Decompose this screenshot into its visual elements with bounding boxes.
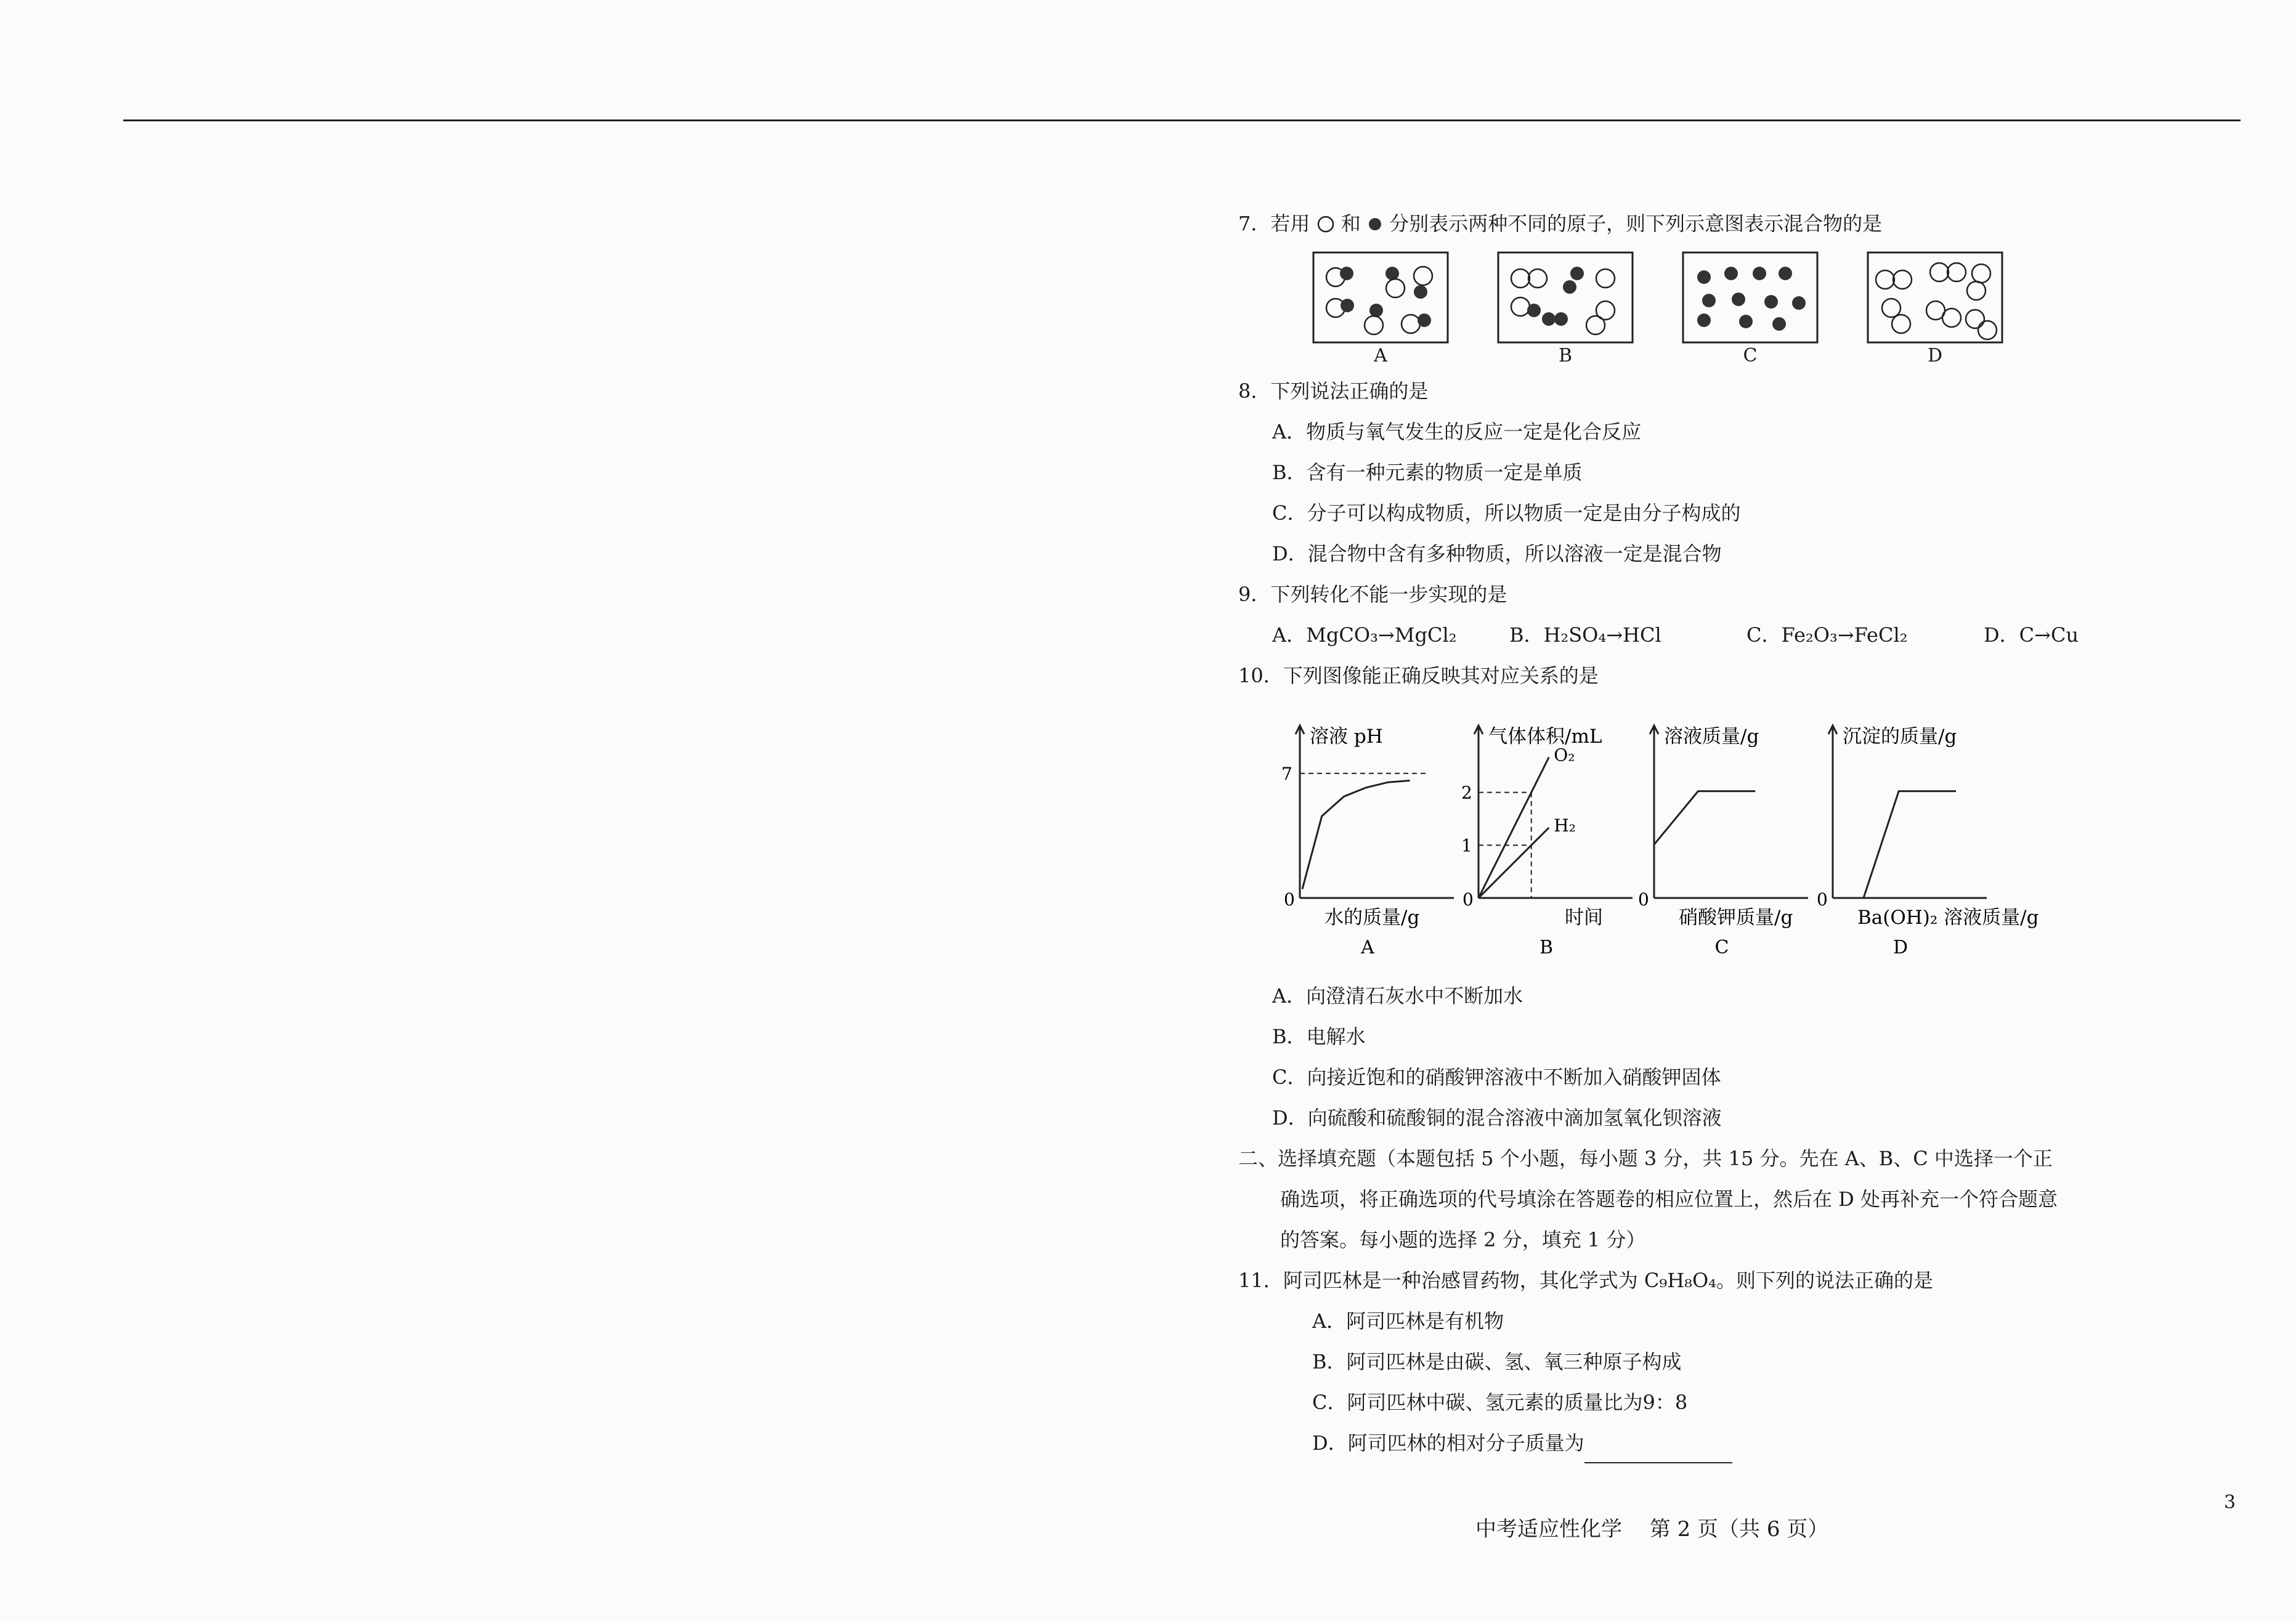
graph-d-ylabel: 沉淀的质量/g bbox=[1843, 726, 1957, 748]
q9-option-b: B．H₂SO₄→HCl bbox=[1509, 623, 1661, 647]
graph-a-curve bbox=[1302, 780, 1410, 889]
graph-d-label: D bbox=[1892, 937, 1909, 958]
q8-option-c: C．分子可以构成物质，所以物质一定是由分子构成的 bbox=[1272, 501, 1741, 525]
graph-c-line bbox=[1654, 791, 1755, 845]
graph-d-line bbox=[1833, 791, 1956, 898]
graph-c-xlabel: 硝酸钾质量/g bbox=[1679, 907, 1793, 929]
top-rule bbox=[123, 119, 2241, 121]
graph-b-origin: 0 bbox=[1462, 889, 1474, 910]
graph-a-label: A bbox=[1361, 937, 1374, 958]
graph-b-xlabel: 时间 bbox=[1565, 907, 1603, 929]
page-number: 3 bbox=[2224, 1492, 2236, 1513]
graph-c-origin: 0 bbox=[1638, 889, 1649, 910]
q10-stem: 10．下列图像能正确反映其对应关系的是 bbox=[1238, 664, 1599, 687]
q11-option-a: A．阿司匹林是有机物 bbox=[1312, 1309, 1504, 1333]
graph-b-h2-label: H₂ bbox=[1554, 815, 1576, 836]
q9-option-a: A．MgCO₃→MgCl₂ bbox=[1272, 623, 1457, 647]
q10-option-b: B．电解水 bbox=[1272, 1025, 1366, 1048]
graph-b-o2-label: O₂ bbox=[1554, 745, 1575, 766]
q8-option-d: D．混合物中含有多种物质，所以溶液一定是混合物 bbox=[1272, 542, 1722, 565]
white-atom-icon bbox=[1316, 215, 1335, 233]
graph-d-xlabel: Ba(OH)₂ 溶液质量/g bbox=[1857, 907, 2039, 929]
page-footer: 中考适应性化学 第 2 页（共 6 页） bbox=[1475, 1517, 1829, 1542]
graph-b-ytick-2: 2 bbox=[1461, 782, 1472, 803]
graph-b-o2-line bbox=[1479, 758, 1549, 898]
graph-a-ylabel: 溶液 pH bbox=[1310, 726, 1383, 748]
q8-option-b: B．含有一种元素的物质一定是单质 bbox=[1272, 461, 1583, 484]
q10-option-c: C．向接近饱和的硝酸钾溶液中不断加入硝酸钾固体 bbox=[1272, 1065, 1721, 1089]
q10-graphs-svg bbox=[1275, 713, 2076, 972]
q7-diagram-a: A bbox=[1312, 251, 1449, 368]
q9-option-c: C．Fe₂O₃→FeCl₂ bbox=[1746, 623, 1908, 647]
q7-stem: 7．若用 和 分别表示两种不同的原子，则下列示意图表示混合物的是 bbox=[1238, 212, 1883, 235]
section2-line3: 的答案。每小题的选择 2 分，填充 1 分） bbox=[1280, 1228, 1646, 1251]
q10-option-a: A．向澄清石灰水中不断加水 bbox=[1272, 984, 1523, 1008]
question-column bbox=[1238, 203, 2113, 1463]
graph-c-label: C bbox=[1714, 937, 1729, 958]
section2-line1: 二、选择填充题（本题包括 5 个小题，每小题 3 分，共 15 分。先在 A、B、C 中选择一个正 bbox=[1238, 1147, 2053, 1170]
q7-diagram-c: C bbox=[1682, 251, 1819, 368]
q11-stem: 11．阿司匹林是一种治感冒药物，其化学式为 C₉H₈O₄。则下列的说法正确的是 bbox=[1238, 1269, 1934, 1292]
graph-c-ylabel: 溶液质量/g bbox=[1664, 726, 1759, 748]
graph-b-h2-line bbox=[1479, 828, 1549, 898]
q8-stem: 8．下列说法正确的是 bbox=[1238, 379, 1429, 403]
q11-option-d: D．阿司匹林的相对分子质量为 bbox=[1238, 1423, 2113, 1463]
q10-graphs bbox=[1238, 713, 2113, 972]
q9-options bbox=[1238, 615, 2113, 655]
graph-a-origin: 0 bbox=[1284, 889, 1295, 910]
q9-option-d: D．C→Cu bbox=[1984, 623, 2079, 647]
q7-diagram-b: B bbox=[1497, 251, 1634, 368]
graph-d-origin: 0 bbox=[1817, 889, 1828, 910]
graph-a-ytick: 7 bbox=[1281, 763, 1292, 784]
q9-stem: 9．下列转化不能一步实现的是 bbox=[1238, 583, 1507, 606]
graph-b-ylabel: 气体体积/mL bbox=[1488, 726, 1602, 748]
q7-diagrams bbox=[1238, 251, 2113, 368]
graph-a-xlabel: 水的质量/g bbox=[1324, 907, 1420, 929]
section2-line2: 确选项，将正确选项的代号填涂在答题卷的相应位置上，然后在 D 处再补充一个符合题意 bbox=[1280, 1187, 2058, 1211]
graph-b-label: B bbox=[1539, 937, 1554, 958]
q7-diagram-d: D bbox=[1867, 251, 2003, 368]
q10-option-d: D．向硫酸和硫酸铜的混合溶液中滴加氢氧化钡溶液 bbox=[1272, 1106, 1722, 1130]
q11-option-c: C．阿司匹林中碳、氢元素的质量比为9：8 bbox=[1312, 1391, 1688, 1414]
answer-blank[interactable] bbox=[1584, 1444, 1732, 1463]
black-atom-icon bbox=[1367, 216, 1383, 232]
graph-b-ytick-1: 1 bbox=[1461, 835, 1472, 856]
q8-option-a: A．物质与氧气发生的反应一定是化合反应 bbox=[1272, 420, 1642, 443]
q11-option-b: B．阿司匹林是由碳、氢、氧三种原子构成 bbox=[1312, 1350, 1682, 1373]
